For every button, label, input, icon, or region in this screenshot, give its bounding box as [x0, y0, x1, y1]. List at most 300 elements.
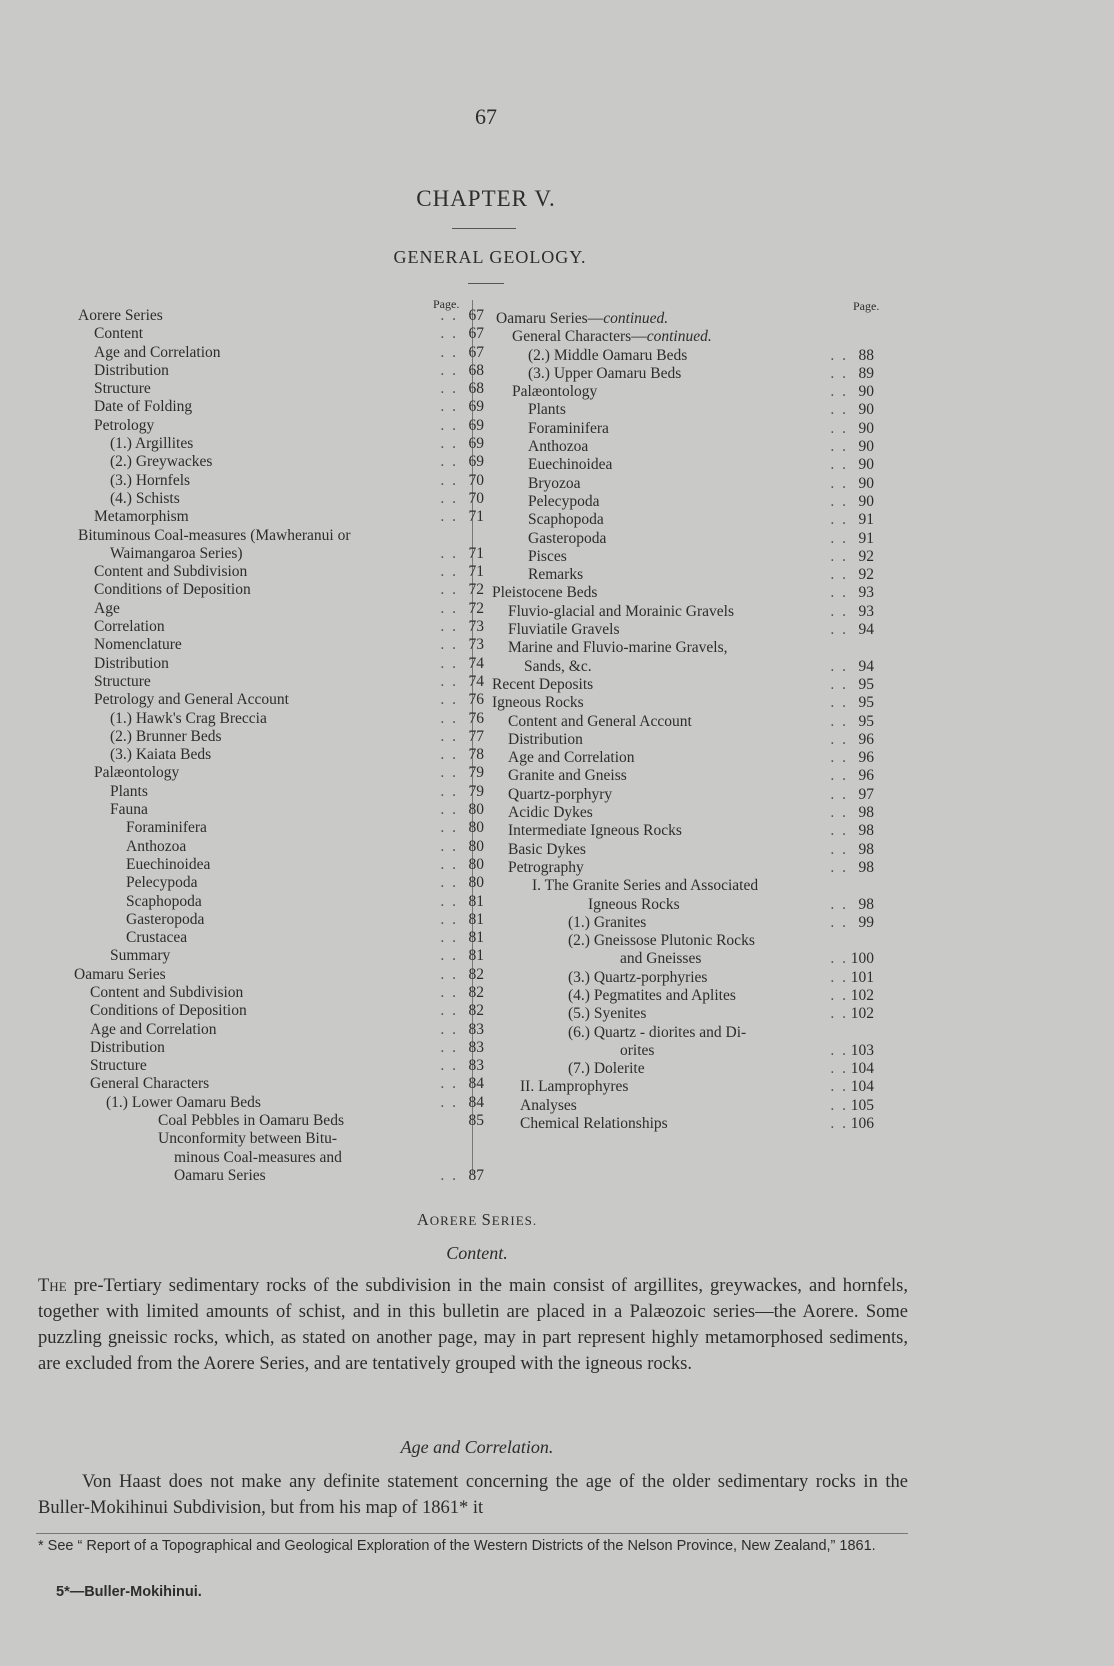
toc-leader-dots: . . — [830, 694, 848, 712]
toc-leader-dots: . . — [440, 1166, 458, 1184]
toc-entry — [496, 493, 882, 511]
toc-entry-title: Oamaru Series — [74, 965, 166, 983]
toc-leader-dots: . . — [830, 913, 848, 931]
toc-leader-dots: . . — [830, 986, 848, 1004]
toc-entry-title: Oamaru Series — [174, 1166, 266, 1184]
toc-leader-dots: . . — [830, 950, 848, 968]
toc-entry-page: 71 — [468, 544, 484, 562]
toc-right-column — [492, 310, 882, 1133]
toc-entry — [496, 1060, 882, 1078]
toc-entry-page: 90 — [858, 438, 874, 456]
toc-entry-page: 92 — [858, 566, 874, 584]
signature-mark: 5*—Buller-Mokihinui. — [56, 1584, 202, 1600]
toc-leader-dots: . . — [440, 307, 458, 324]
toc-entry-title: (3.) Hornfels — [110, 471, 191, 489]
toc-entry-title: Bryozoa — [528, 474, 581, 492]
toc-entry — [78, 471, 484, 490]
toc-entry-page: 73 — [468, 618, 484, 636]
toc-entry — [78, 1166, 484, 1185]
toc-leader-dots: . . — [440, 1002, 458, 1020]
toc-entry — [78, 398, 484, 416]
toc-leader-dots: . . — [830, 419, 848, 437]
section-heading — [0, 1210, 954, 1230]
toc-leader-dots: . . — [830, 566, 848, 584]
toc-entry — [78, 929, 484, 947]
toc-entry-page: 67 — [468, 307, 484, 324]
toc-entry — [78, 1149, 464, 1167]
toc-leader-dots: . . — [440, 636, 458, 654]
toc-entry-continued: continued. — [646, 328, 712, 346]
paragraph: Von Haast does not make any definite statement concerning the age of the older sedimentary rocks in the Buller-Mokihinui Subdivision, but from his map of 1861* it — [38, 1472, 908, 1518]
toc-leader-dots: . . — [830, 346, 848, 364]
toc-entry-title: Analyses — [520, 1096, 577, 1114]
toc-entry-page: 80 — [468, 874, 484, 892]
toc-entry-title: (5.) Syenites — [568, 1005, 647, 1023]
toc-entry-title: Granite and Gneiss — [508, 767, 627, 785]
toc-leader-dots: . . — [440, 398, 458, 416]
toc-entry — [496, 1115, 882, 1133]
toc-entry-title: Fluviatile Gravels — [508, 621, 620, 639]
toc-entry-title: Structure — [90, 1057, 147, 1075]
toc-entry — [78, 855, 484, 874]
section-heading-text: ORERE — [429, 1213, 482, 1228]
toc-entry — [78, 691, 484, 709]
toc-leader-dots: . . — [440, 471, 458, 489]
toc-entry-page: 68 — [468, 380, 484, 398]
toc-entry-page: 98 — [858, 858, 874, 876]
toc-entry-title: Foraminifera — [126, 819, 207, 837]
toc-entry-page: 82 — [468, 983, 484, 1001]
toc-entry-page: 104 — [850, 1060, 874, 1078]
toc-entry-page: 81 — [468, 947, 484, 965]
toc-entry — [496, 749, 882, 767]
toc-entry-page: 90 — [858, 474, 874, 492]
toc-entry — [78, 527, 464, 545]
toc-leader-dots: . . — [830, 383, 848, 401]
toc-entry — [496, 767, 882, 785]
toc-entry — [496, 841, 882, 859]
toc-leader-dots: . . — [440, 453, 458, 471]
page-number: 67 — [475, 104, 497, 129]
toc-entry-page: 76 — [468, 691, 484, 709]
toc-entry — [496, 969, 882, 987]
toc-entry — [78, 654, 484, 673]
toc-entry-page: 83 — [468, 1020, 484, 1038]
toc-leader-dots: . . — [440, 727, 458, 745]
toc-entry — [496, 603, 882, 621]
toc-entry — [78, 1038, 484, 1057]
toc-entry — [78, 709, 484, 728]
toc-entry-page: 90 — [858, 492, 874, 510]
toc-entry — [496, 347, 882, 365]
divider — [468, 283, 504, 284]
toc-entry-title: (3.) Kaiata Beds — [110, 746, 212, 764]
toc-leader-dots: . . — [830, 785, 848, 803]
toc-entry — [492, 694, 882, 712]
toc-entry — [496, 1078, 882, 1096]
toc-leader-dots: . . — [440, 1057, 458, 1075]
toc-entry — [78, 1112, 484, 1130]
toc-entry — [78, 1130, 464, 1148]
toc-entry — [496, 438, 882, 456]
toc-entry-title: Distribution — [508, 730, 583, 748]
toc-entry — [496, 475, 882, 493]
toc-leader-dots: . . — [440, 380, 458, 398]
toc-entry — [78, 983, 484, 1002]
toc-leader-dots: . . — [830, 968, 848, 986]
toc-leader-dots: . . — [440, 709, 458, 727]
toc-entry — [78, 910, 484, 929]
toc-entry-title: (1.) Hawk's Crag Breccia — [110, 709, 267, 727]
toc-leader-dots: . . — [440, 691, 458, 709]
toc-entry-page: 81 — [468, 929, 484, 947]
toc-entry-title: (4.) Schists — [110, 489, 180, 507]
toc-entry — [496, 639, 882, 657]
toc-entry-title: Petrology — [94, 416, 155, 434]
toc-entry-page: 81 — [468, 910, 484, 928]
toc-entry-title: Distribution — [94, 361, 169, 379]
toc-entry-page: 72 — [468, 599, 484, 617]
toc-entry-page: 89 — [858, 364, 874, 382]
toc-leader-dots: . . — [440, 965, 458, 983]
toc-leader-dots: . . — [440, 801, 458, 819]
toc-entry-page: 94 — [858, 621, 874, 639]
toc-entry-page: 91 — [858, 529, 874, 547]
toc-entry-page: 93 — [858, 584, 874, 602]
toc-entry — [492, 675, 882, 694]
toc-entry-title: Pelecypoda — [528, 492, 600, 510]
toc-leader-dots: . . — [440, 910, 458, 928]
toc-entry-title: Distribution — [90, 1038, 165, 1056]
toc-entry-page: 80 — [468, 819, 484, 837]
page-column-label-left: Page. — [433, 297, 460, 311]
toc-entry-page: 67 — [468, 325, 484, 343]
toc-leader-dots: . . — [830, 438, 848, 456]
toc-entry — [78, 599, 484, 618]
toc-entry-page: 94 — [858, 657, 874, 675]
toc-entry — [78, 801, 484, 819]
toc-entry-title: minous Coal-measures and — [174, 1148, 342, 1166]
toc-entry-page: 104 — [850, 1078, 874, 1096]
toc-entry-page: 73 — [468, 636, 484, 654]
toc-entry — [496, 987, 882, 1005]
toc-entry — [78, 947, 484, 965]
toc-entry-page: 100 — [850, 950, 874, 968]
toc-entry-page: 101 — [850, 968, 874, 986]
toc-leader-dots: . . — [440, 581, 458, 599]
toc-entry-title: Distribution — [94, 654, 169, 672]
toc-entry — [496, 310, 882, 328]
toc-entry-page: 87 — [468, 1166, 484, 1184]
toc-leader-dots: . . — [830, 511, 848, 529]
toc-entry-title: Content and Subdivision — [90, 983, 244, 1001]
toc-leader-dots: . . — [440, 361, 458, 379]
toc-entry-title: Pelecypoda — [126, 874, 198, 892]
toc-leader-dots: . . — [440, 782, 458, 800]
toc-entry-title: Pisces — [528, 547, 567, 565]
toc-entry — [78, 1020, 484, 1039]
toc-entry-title: (2.) Middle Oamaru Beds — [528, 346, 688, 364]
paragraph-text: pre-Tertiary sedimentary rocks of the subdivision in the main consist of argillites, greywackes, and hornfels, together with limited amounts of schist, and in this bulletin are placed in a Palæozoic series—the Aorere. Some puzzling gneissic rocks, which, as stated on another page, may in part represent highly metamorphosed sediments, are excluded from the Aorere Series, and are tentatively grouped with the igneous rocks. — [38, 1276, 908, 1374]
toc-entry-page: 80 — [468, 837, 484, 855]
toc-entry-title: Basic Dykes — [508, 840, 586, 858]
toc-entry — [496, 530, 882, 548]
toc-leader-dots: . . — [440, 325, 458, 343]
paragraph — [38, 1273, 908, 1377]
toc-entry-title: Petrography — [508, 858, 584, 876]
toc-entry — [78, 453, 484, 471]
toc-entry-page: 79 — [468, 782, 484, 800]
toc-entry — [78, 819, 484, 837]
toc-entry-title: Marine and Fluvio-marine Gravels, — [508, 639, 728, 657]
toc-leader-dots: . . — [830, 529, 848, 547]
section-heading-cap: A — [416, 1210, 430, 1229]
toc-entry-title: Pleistocene Beds — [492, 584, 598, 602]
toc-leader-dots: . . — [440, 343, 458, 361]
toc-entry-title: Acidic Dykes — [508, 804, 593, 822]
toc-entry-page: 99 — [858, 913, 874, 931]
page-column-label-right: Page. — [853, 299, 880, 313]
chapter-title: CHAPTER V. — [416, 186, 556, 211]
toc-entry-title: Waimangaroa Series) — [110, 544, 243, 562]
toc-entry-title: Euechinoidea — [126, 855, 211, 873]
toc-entry — [496, 1005, 882, 1023]
toc-entry-page: 82 — [468, 965, 484, 983]
toc-entry — [78, 563, 484, 581]
section-heading-text: ERIES. — [491, 1213, 538, 1228]
toc-entry — [496, 1024, 882, 1042]
toc-entry-title: (3.) Upper Oamaru Beds — [528, 364, 682, 382]
toc-leader-dots: . . — [440, 599, 458, 617]
toc-entry-title: Structure — [94, 380, 151, 398]
toc-entry-page: 98 — [858, 895, 874, 913]
toc-entry-title: Aorere Series — [78, 307, 163, 324]
toc-entry — [78, 544, 484, 563]
toc-leader-dots: . . — [440, 764, 458, 782]
toc-entry — [78, 1057, 484, 1075]
toc-entry — [78, 489, 484, 508]
toc-entry-title: Metamorphism — [94, 508, 189, 526]
toc-leader-dots: . . — [830, 1096, 848, 1114]
toc-entry — [496, 932, 882, 950]
toc-entry-title: Crustacea — [126, 929, 188, 947]
toc-entry-page: 83 — [468, 1038, 484, 1056]
toc-leader-dots: . . — [830, 675, 848, 693]
toc-entry — [78, 325, 484, 343]
toc-entry-title: Bituminous Coal-measures (Mawheranui or — [78, 526, 351, 544]
toc-leader-dots: . . — [830, 767, 848, 785]
toc-entry — [496, 511, 882, 529]
toc-entry-continued: continued. — [603, 310, 669, 327]
toc-entry-title: Palæontology — [512, 383, 598, 401]
toc-leader-dots: . . — [440, 1093, 458, 1111]
toc-entry-title: Unconformity between Bitu- — [158, 1130, 338, 1148]
toc-leader-dots: . . — [830, 602, 848, 620]
toc-left-column — [74, 307, 484, 1185]
toc-entry-page: 90 — [858, 456, 874, 474]
toc-leader-dots: . . — [440, 1075, 458, 1093]
toc-entry-title: (7.) Dolerite — [568, 1060, 645, 1078]
toc-leader-dots: . . — [830, 1115, 848, 1133]
toc-leader-dots: . . — [440, 874, 458, 892]
footnote: * See “ Report of a Topographical and Geological Exploration of the Western Districts of the Nelson Province, New Zealand,” 1861. — [38, 1538, 876, 1554]
toc-entry — [496, 365, 882, 383]
toc-entry-title: Gasteropoda — [528, 529, 607, 547]
toc-entry-title: Conditions of Deposition — [94, 581, 251, 599]
toc-entry-title: Foraminifera — [528, 419, 609, 437]
toc-entry-page: 98 — [858, 840, 874, 858]
toc-entry-page: 83 — [468, 1057, 484, 1075]
toc-entry-page: 96 — [858, 730, 874, 748]
toc-entry-title: Remarks — [528, 566, 584, 584]
toc-entry-page: 102 — [850, 986, 874, 1004]
section-heading-cap: S — [481, 1210, 492, 1229]
toc-entry-title: Coal Pebbles in Oamaru Beds — [158, 1112, 344, 1130]
toc-entry-page: 98 — [858, 804, 874, 822]
toc-entry — [496, 896, 882, 914]
toc-entry-title: (3.) Quartz-porphyries — [568, 968, 708, 986]
toc-entry-title: Chemical Relationships — [520, 1115, 668, 1133]
toc-entry-page: 76 — [468, 709, 484, 727]
toc-entry-title: II. Lamprophyres — [520, 1078, 629, 1096]
toc-entry — [496, 804, 882, 822]
toc-entry-page: 67 — [468, 343, 484, 361]
toc-entry-title: Fauna — [110, 801, 148, 819]
toc-entry-page: 85 — [468, 1112, 484, 1130]
toc-entry-page: 74 — [468, 654, 484, 672]
toc-leader-dots: . . — [440, 1020, 458, 1038]
toc-entry — [496, 786, 882, 804]
toc-leader-dots: . . — [440, 855, 458, 873]
toc-leader-dots: . . — [830, 492, 848, 510]
toc-leader-dots: . . — [830, 1060, 848, 1078]
toc-entry-page: 102 — [850, 1005, 874, 1023]
toc-entry — [78, 380, 484, 398]
toc-leader-dots: . . — [830, 1078, 848, 1096]
toc-entry-title: Content and General Account — [508, 712, 692, 730]
toc-entry-title: (1.) Granites — [568, 913, 647, 931]
toc-entry — [496, 713, 882, 731]
toc-entry — [496, 914, 882, 932]
toc-entry-page: 95 — [858, 694, 874, 712]
toc-entry — [496, 1042, 882, 1060]
subheading-age: Age and Correlation. — [400, 1437, 554, 1457]
toc-entry — [78, 764, 484, 782]
toc-leader-dots: . . — [440, 544, 458, 562]
toc-entry-page: 71 — [468, 508, 484, 526]
toc-entry — [496, 328, 882, 346]
toc-entry-title: Fluvio-glacial and Morainic Gravels — [508, 602, 734, 620]
toc-entry-title: Oamaru Series—continued. — [496, 310, 669, 327]
toc-entry-title: Anthozoa — [126, 837, 187, 855]
toc-entry-title: (6.) Quartz - diorites and Di- — [568, 1023, 747, 1041]
toc-leader-dots: . . — [830, 749, 848, 767]
toc-entry-title: General Characters—continued. — [512, 328, 712, 346]
toc-leader-dots: . . — [830, 730, 848, 748]
toc-entry — [496, 950, 882, 968]
toc-entry-title: General Characters — [90, 1075, 210, 1093]
toc-entry — [496, 822, 882, 840]
toc-entry-title: Age and Correlation — [94, 343, 221, 361]
toc-entry-title: Anthozoa — [528, 438, 589, 456]
toc-leader-dots: . . — [830, 584, 848, 602]
toc-entry — [78, 361, 484, 380]
toc-entry — [496, 731, 882, 749]
toc-entry-title: (1.) Argillites — [110, 435, 194, 453]
toc-entry-page: 97 — [858, 785, 874, 803]
toc-entry-title: (4.) Pegmatites and Aplites — [568, 986, 736, 1004]
toc-leader-dots: . . — [440, 837, 458, 855]
toc-entry-page: 74 — [468, 672, 484, 690]
toc-leader-dots: . . — [830, 621, 848, 639]
toc-entry — [496, 548, 882, 566]
toc-entry-page: 92 — [858, 547, 874, 565]
toc-entry-page: 80 — [468, 855, 484, 873]
toc-entry — [78, 307, 484, 325]
toc-entry-title: Age and Correlation — [90, 1020, 217, 1038]
toc-entry — [78, 618, 484, 636]
toc-leader-dots: . . — [830, 657, 848, 675]
toc-entry — [78, 837, 484, 856]
toc-entry — [78, 1075, 484, 1093]
toc-entry — [496, 566, 882, 584]
toc-entry-page: 69 — [468, 453, 484, 471]
toc-entry-title: Quartz-porphyry — [508, 785, 613, 803]
toc-entry — [78, 435, 484, 453]
toc-entry-title: Content — [94, 325, 144, 343]
toc-entry-title: Nomenclature — [94, 636, 182, 654]
section-title: GENERAL GEOLOGY. — [393, 247, 587, 267]
toc-leader-dots: . . — [830, 858, 848, 876]
toc-entry-title: Palæontology — [94, 764, 180, 782]
divider — [452, 228, 516, 229]
toc-entry — [78, 636, 484, 654]
toc-entry-title: Gasteropoda — [126, 910, 205, 928]
toc-entry-page: 96 — [858, 767, 874, 785]
toc-leader-dots: . . — [830, 1005, 848, 1023]
toc-leader-dots: . . — [440, 983, 458, 1001]
toc-entry-page: 69 — [468, 416, 484, 434]
toc-entry-page: 71 — [468, 563, 484, 581]
toc-entry — [496, 401, 882, 419]
toc-entry-page: 106 — [850, 1115, 874, 1133]
toc-leader-dots: . . — [440, 1038, 458, 1056]
toc-entry-page: 105 — [850, 1096, 874, 1114]
toc-entry-page: 90 — [858, 419, 874, 437]
toc-entry-page: 78 — [468, 746, 484, 764]
toc-leader-dots: . . — [830, 712, 848, 730]
toc-entry — [496, 621, 882, 639]
toc-entry-title: Igneous Rocks — [588, 895, 680, 913]
toc-entry-title: Scaphopoda — [528, 511, 604, 529]
toc-entry-title: Petrology and General Account — [94, 691, 289, 709]
toc-entry-page: 70 — [468, 489, 484, 507]
toc-entry-page: 77 — [468, 727, 484, 745]
toc-leader-dots: . . — [830, 456, 848, 474]
toc-entry — [78, 508, 484, 526]
toc-entry-title: Date of Folding — [94, 398, 193, 416]
toc-entry-page: 82 — [468, 1002, 484, 1020]
toc-leader-dots: . . — [830, 822, 848, 840]
toc-entry-page: 79 — [468, 764, 484, 782]
toc-leader-dots: . . — [440, 563, 458, 581]
toc-leader-dots: . . — [440, 618, 458, 636]
toc-leader-dots: . . — [440, 947, 458, 965]
toc-entry-title: Euechinoidea — [528, 456, 613, 474]
toc-entry-title: Igneous Rocks — [492, 694, 584, 712]
toc-entry — [78, 746, 484, 764]
toc-entry-page: 69 — [468, 398, 484, 416]
